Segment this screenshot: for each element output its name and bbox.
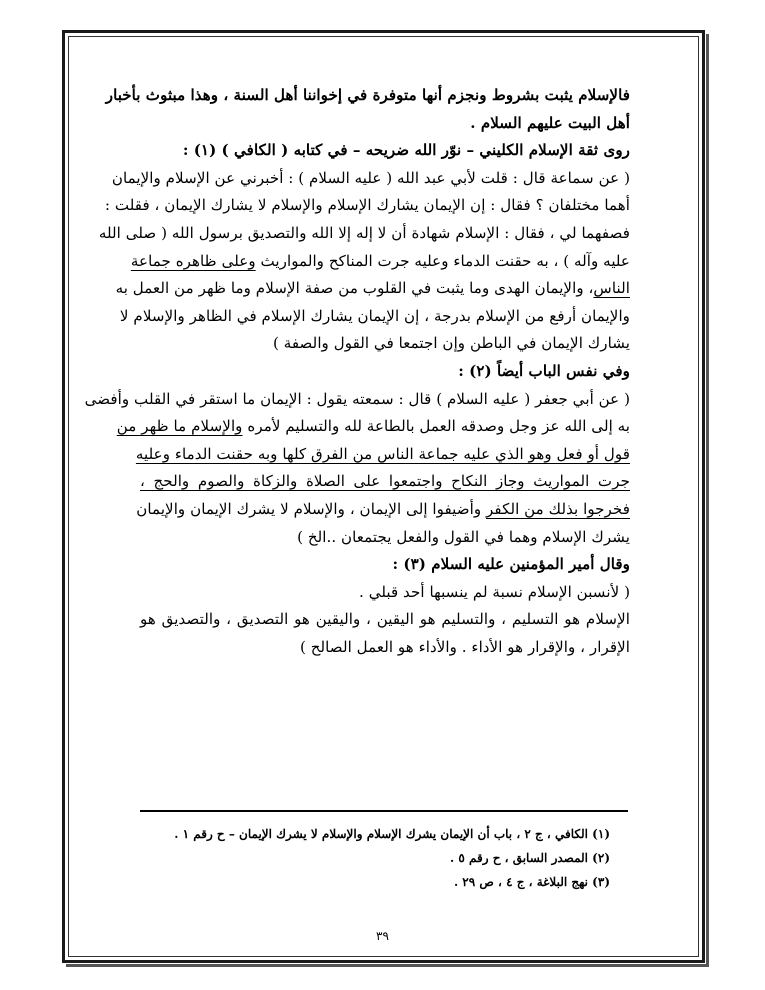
text-line [140,524,630,552]
text-line [140,634,630,662]
text-line [105,82,630,110]
text-line [116,413,630,441]
line-text: وفي نفس الباب أيضاً (٢) : [458,361,630,380]
line-text: ( عن أبي جعفر ( عليه السلام ) قال : سمعته يقول : الإيمان ما استقر في القلب وأفضى [84,389,630,408]
footnote-separator [140,810,628,812]
text-line [140,358,630,386]
underlined-text: والإسلام ما ظهر من [116,417,243,436]
line-text: أهل البيت عليهم السلام . [470,113,630,132]
line-text: وأضيفوا إلى الإيمان ، والإسلام لا يشرك الإيمان والإيمان [136,499,486,518]
line-text: فصفهما لي ، فقال : الإسلام شهادة أن لا إله إلا الله والتصديق برسول الله ( صلى الله [98,223,630,242]
text-line [111,165,630,193]
line-text: فالإسلام يثبت بشروط ونجزم أنها متوفرة في إخواننا أهل السنة ، وهذا مبثوث بأخبار [105,86,630,104]
line-text: الإقرار ، والإقرار هو الأداء . والأداء هو العمل الصالح ) [299,637,630,656]
text-line [136,496,630,524]
text-line [140,137,630,165]
underlined-text: وعلى ظاهره جماعة [130,251,256,270]
underlined-text: قول أو فعل وهو الذي عليه جماعة الناس من الفرق كلها وبه حقنت الدماء وعليه [135,444,630,463]
underlined-text: فخرجوا بذلك من الكفر [486,499,630,518]
underlined-text: الناس [593,279,630,298]
line-text: أهما مختلفان ؟ فقال : إن الإيمان يشارك الإسلام والإسلام لا يشارك الإيمان ، فقلت : [104,196,630,215]
footnote-2: (٢) المصدر السابق ، ح رقم ٥ . [450,851,610,865]
line-text: الإسلام هو التسليم ، والتسليم هو اليقين ، واليقين هو التصديق ، والتصديق هو [140,610,630,629]
text-line [104,192,630,220]
text-line [140,468,630,496]
text-line [115,275,630,303]
text-line [130,248,630,276]
line-text: عليه وآله ) ، به حقنت الدماء وعليه جرت المناكح والمواريث [255,251,630,270]
line-text: ( عن سماعة قال : قلت لأبي عبد الله ( عليه السلام ) : أخبرني عن الإسلام والإيمان [111,168,630,187]
body-text [84,82,630,661]
footnote-3: (٣) نهج البلاغة ، ج ٤ ، ص ٢٩ . [453,875,610,889]
line-text: والإيمان أرفع من الإسلام بدرجة ، إن الإيمان يشارك الإسلام في الظاهر والإسلام لا [119,306,630,325]
line-text: ، والإيمان الهدى وما يثبت في القلوب من صفة الإسلام وما ظهر من العمل به [115,279,594,298]
line-text: يشارك الإيمان في الباطن وإن اجتمعا في القول والصفة ) [272,334,630,353]
line-text: وقال أمير المؤمنين عليه السلام (٣) : [392,555,630,574]
text-line [140,579,630,607]
text-line [140,330,630,358]
footnote-1: (١) الكافي ، ج ٢ ، باب أن الإيمان يشرك الإسلام والإسلام لا يشرك الإيمان – ح رقم ١ . [174,827,610,841]
text-line [98,220,630,248]
line-text: يشرك الإسلام وهما في القول والفعل يجتمعان ..الخ ) [297,527,630,546]
text-line [140,110,630,138]
line-text: ( لأنسبن الإسلام نسبة لم ينسبها أحد قبلي . [359,582,630,601]
footnotes [150,822,610,894]
line-text: به إلى الله عز وجل وصدقه العمل بالطاعة لله والتسليم لأمره [242,417,630,436]
underlined-text: جرت المواريث وجاز النكاح واجتمعوا على الصلاة والزكاة والصوم والحج ، [140,472,630,491]
line-text: روى ثقة الإسلام الكليني – نوّر الله ضريحه – في كتابه ( الكافي ) (١) : [182,141,630,160]
text-line [135,441,630,469]
text-line [140,606,630,634]
text-line [140,551,630,579]
page-number: ٣٩ [376,929,389,943]
text-line [119,303,630,331]
text-line [84,386,630,414]
